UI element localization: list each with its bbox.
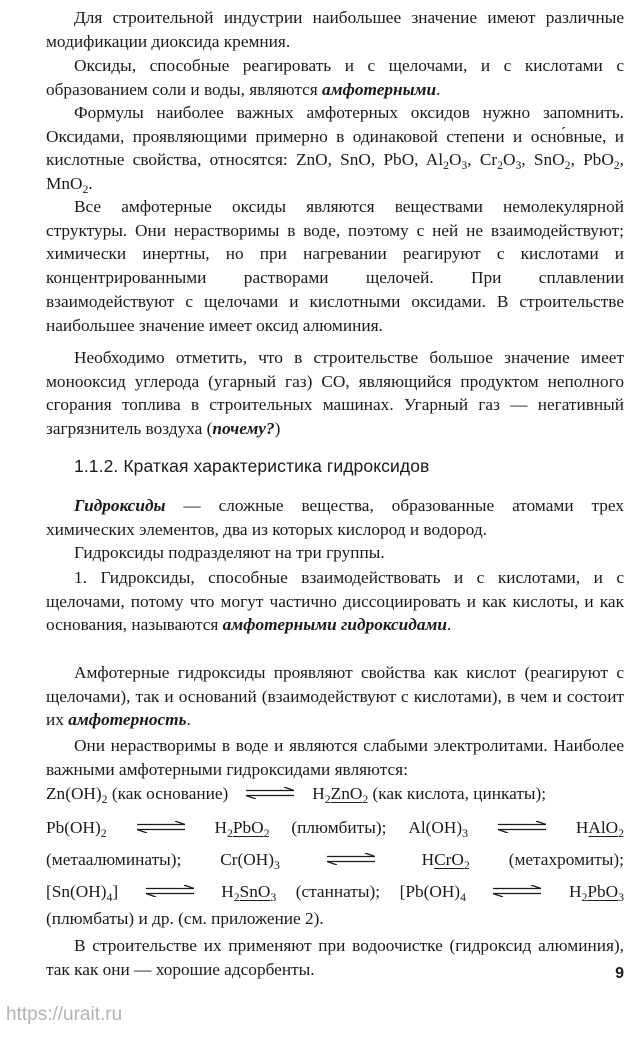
- term-why: почему?: [212, 419, 275, 439]
- term-amphoteric: амфотерными: [322, 79, 437, 99]
- paragraph-carbon-monoxide: Необходимо отметить, что в строительстве большое значение имеет монооксид углерода (угарный газ) CO, являющийся продуктом неполного сгорания топлива в строительных машинах. Угарный газ — негативный загрязнитель воздуха (почему?): [46, 348, 624, 439]
- footer-url: https://urait.ru: [6, 1004, 123, 1025]
- paragraph-group-one: 1. Гидроксиды, способные взаимодействовать и с кислотами, и с щелочами, потому что могут частично диссоциировать и как кислоты, и как основания, называются амфотерными гидроксидами.: [46, 568, 624, 635]
- paragraph-plumbates: (плюмбаты) и др. (см. приложение 2).: [46, 909, 324, 928]
- term-hydroxides: Гидроксиды: [74, 496, 166, 515]
- term-amphoteric-hydroxides: амфотерными гидроксидами: [222, 615, 447, 635]
- equilibrium-arrow-icon: [144, 885, 196, 897]
- chem-line-chromium: (метаалюминаты); $Cr(OH)_3$ HCrO$_2$ (метахромиты);: [46, 850, 624, 873]
- paragraph-oxide-formulas: Формулы наиболее важных амфотерных оксидов нужно запомнить. Оксидами, проявляющими примерно в одинаковой степени и осно́вные, и кислотные свойства, относятся: ZnO, SnO, PbO, $Al_2O_3$, $Cr_2O_3$, SnO$_2$, PbO$_2$, MnO$_2$.: [46, 103, 624, 197]
- section-heading: 1.1.2. Краткая характеристика гидроксидов: [74, 456, 430, 476]
- paragraph-hydroxides-definition: Гидроксиды — сложные вещества, образованные атомами трех химических элементов, два из которых кислород и водород.: [46, 496, 624, 539]
- paragraph-amphoteric-hydroxides-properties: Амфотерные гидроксиды проявляют свойства как кислот (реагируют с щелочами), так и оснований (взаимодействуют с кислотами), в чем и состоит их амфотерность.: [46, 663, 624, 730]
- paragraph-three-groups: Гидроксиды подразделяют на три группы.: [74, 543, 385, 562]
- chem-line-tin-lead: $[Sn(OH)_4]$ $H_2SnO_3$ (станнаты); [$Pb(OH)_4$ $H_2PbO_3$: [46, 882, 624, 905]
- equilibrium-arrow-icon: [135, 821, 187, 833]
- equilibrium-arrow-icon: [325, 853, 377, 865]
- equilibrium-arrow-icon: [244, 787, 296, 799]
- paragraph-water-treatment: В строительстве их применяют при водоочистке (гидроксид алюминия), так как они — хорошие адсорбенты.: [46, 936, 624, 979]
- chem-line-lead-aluminium: $Pb(OH)_2$ $H_2PbO_2$ (плюмбиты); $Al(OH)_3$ HAlO$_2$: [46, 818, 624, 841]
- paragraph-silica: Для строительной индустрии наибольшее значение имеют различные модификации диоксида кремния.: [46, 8, 624, 51]
- paragraph-amphoteric-oxides-definition: Оксиды, способные реагировать и с щелочами, и с кислотами с образованием соли и воды, являются амфотерными.: [46, 56, 624, 99]
- equilibrium-arrow-icon: [491, 885, 543, 897]
- page-number: 9: [615, 965, 624, 982]
- paragraph-weak-electrolytes: Они нерастворимы в воде и являются слабыми электролитами. Наиболее важными амфотерными гидроксидами являются:: [46, 736, 624, 779]
- chem-line-zinc: $Zn(OH)_2$ (как основание) $H_2ZnO_2$ (как кислота, цинкаты);: [46, 784, 547, 807]
- paragraph-oxide-properties: Все амфотерные оксиды являются веществами немолекулярной структуры. Они нерастворимы в воде, поэтому с ней не взаимодействуют; химически инертны, но при нагревании реагируют с кислотами и концентрированными растворами щелочей. При сплавлении взаимодействуют с щелочами и кислотными оксидами. В строительстве наибольшее значение имеет оксид алюминия.: [46, 197, 624, 335]
- equilibrium-arrow-icon: [496, 821, 548, 833]
- term-amphotericity: амфотерность: [68, 710, 187, 730]
